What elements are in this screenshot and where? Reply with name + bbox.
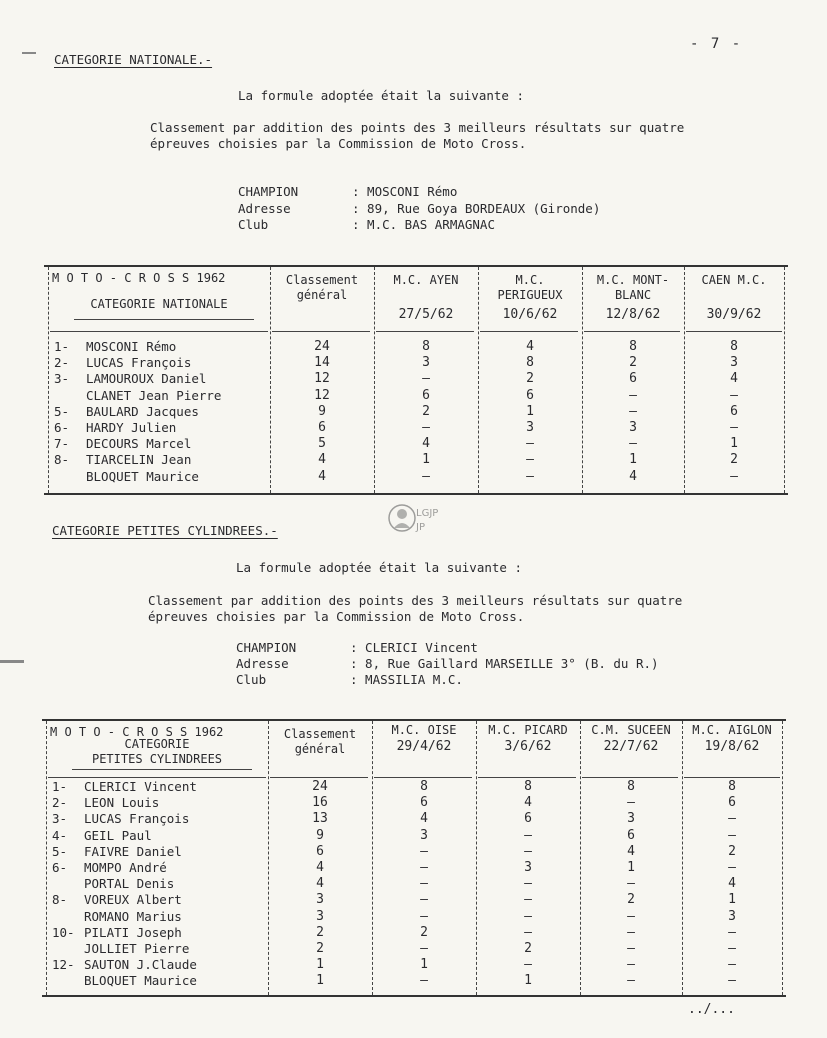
table-cell-points: 1 [422, 452, 430, 468]
table-cell-points: 8 [627, 779, 635, 794]
table-row-name: PILATI Joseph [84, 924, 182, 940]
table-row-rank: 1- [54, 339, 70, 354]
table-cell-points: 4 [730, 371, 738, 387]
address-label: Adresse [238, 201, 291, 216]
table-row-name: JOLLIET Pierre [84, 941, 190, 956]
table-cell-points: – [627, 876, 635, 892]
table-row-rank: 5- [52, 843, 68, 859]
table-header-event: M.C. OISE [391, 723, 457, 737]
table-cell-points: 2 [422, 403, 430, 419]
table-header-date: 12/8/62 [605, 307, 661, 322]
table-cell-points: 3 [526, 420, 534, 435]
club-label: Club [238, 217, 269, 232]
table-cell-points: – [627, 941, 635, 956]
table-cell-points: – [627, 924, 635, 940]
table-row-name: BAULARD Jacques [86, 403, 199, 419]
table-cell-points: 2 [728, 843, 736, 859]
table-row-name: PORTAL Denis [84, 876, 175, 892]
table-row-rank: 6- [52, 860, 68, 875]
table-row-name: CLANET Jean Pierre [86, 387, 222, 403]
table-cell-points: 6 [420, 795, 428, 811]
table-row-rank: 4- [52, 827, 68, 843]
table-row-name: MOMPO André [84, 860, 167, 875]
table-cell-points: – [422, 420, 430, 435]
champion-value: : CLERICI Vincent [350, 640, 478, 655]
table-header-rule [584, 331, 680, 332]
table-row-rank: 7- [54, 436, 70, 452]
table-cell-points: – [526, 468, 534, 484]
table-header-date: 22/7/62 [603, 739, 659, 754]
club-value: : MASSILIA M.C. [350, 672, 463, 687]
table-cell-points: – [730, 420, 738, 435]
table-cell-points: – [420, 941, 428, 956]
table-row-rank: 2- [54, 355, 70, 371]
table-header-event: C.M. SUCEEN [591, 723, 671, 737]
address-value: : 8, Rue Gaillard MARSEILLE 3° (B. du R.) [350, 656, 659, 671]
table-row-name: GEIL Paul [84, 827, 152, 843]
results-table-petites [42, 719, 786, 997]
table-cell-total: 12 [314, 371, 330, 387]
table-row-name: BLOQUET Maurice [86, 468, 199, 484]
table-row-rank: 8- [54, 452, 70, 468]
table-cell-points: 3 [524, 860, 532, 875]
table-header-date: 10/6/62 [502, 307, 558, 322]
table-title: M O T O - C R O S S 1962 [50, 725, 224, 739]
stamp-text: LGJP [416, 508, 439, 519]
table-cell-points: 4 [627, 843, 635, 859]
champion-value: : MOSCONI Rémo [352, 184, 458, 199]
table-header-event: M.C. AYEN [393, 273, 459, 287]
table-header-event: CAEN M.C. [701, 273, 767, 287]
table-row-name: FAIVRE Daniel [84, 843, 182, 859]
table-cell-points: – [524, 892, 532, 908]
table-cell-points: 6 [526, 387, 534, 403]
table-cell-points: – [627, 957, 635, 973]
table-cell-points: 6 [730, 403, 738, 419]
table-column-divider [682, 721, 683, 995]
table-cell-points: – [420, 908, 428, 924]
table-cell-total: 14 [314, 355, 330, 371]
table-column-divider [46, 721, 47, 995]
table-cell-points: 6 [524, 811, 532, 827]
formula-intro: La formule adoptée était la suivante : [236, 560, 522, 575]
table-title: M O T O - C R O S S 1962 [52, 271, 226, 285]
table-cell-points: 3 [420, 827, 428, 843]
address-label: Adresse [236, 656, 289, 671]
table-header-rule [374, 777, 472, 778]
table-cell-points: 1 [420, 957, 428, 973]
table-cell-points: – [728, 973, 736, 989]
table-row-name: LEON Louis [84, 795, 160, 811]
table-cell-total: 24 [314, 339, 330, 354]
table-row-rank: 6- [54, 420, 70, 435]
table-header-rule [376, 331, 474, 332]
table-cell-points: – [730, 387, 738, 403]
table-cell-points: – [629, 436, 637, 452]
table-cell-points: – [524, 908, 532, 924]
table-cell-total: 4 [316, 876, 324, 892]
table-row-rank: 10- [52, 924, 75, 940]
table-title-rule [72, 769, 252, 770]
table-row-name: CLERICI Vincent [84, 779, 197, 794]
table-cell-total: 4 [318, 468, 326, 484]
section-heading-petites: CATEGORIE PETITES CYLINDREES.- [52, 523, 278, 538]
table-header-rule [270, 777, 368, 778]
table-subtitle: CATEGORIE PETITES CYLINDREES [91, 737, 223, 766]
section-heading-nationale: CATEGORIE NATIONALE.- [54, 52, 213, 67]
table-header-date: 30/9/62 [706, 307, 762, 322]
table-cell-points: – [627, 973, 635, 989]
table-column-divider [374, 267, 375, 493]
table-cell-total: 4 [318, 452, 326, 468]
table-cell-points: 1 [526, 403, 534, 419]
table-cell-points: 6 [627, 827, 635, 843]
table-cell-points: 8 [728, 779, 736, 794]
table-cell-points: 8 [730, 339, 738, 354]
table-row-rank: 12- [52, 957, 75, 973]
table-cell-total: 4 [316, 860, 324, 875]
table-cell-points: 8 [629, 339, 637, 354]
table-column-divider [782, 721, 783, 995]
table-row-name: ROMANO Marius [84, 908, 182, 924]
club-label: Club [236, 672, 267, 687]
table-cell-points: 8 [420, 779, 428, 794]
table-cell-total: 24 [312, 779, 328, 794]
table-cell-points: – [728, 941, 736, 956]
table-header-event: M.C. AIGLON [692, 723, 772, 737]
table-cell-points: – [524, 924, 532, 940]
table-cell-points: 2 [420, 924, 428, 940]
table-cell-total: 6 [318, 420, 326, 435]
table-cell-points: 2 [627, 892, 635, 908]
table-cell-points: – [627, 908, 635, 924]
table-cell-points: 4 [422, 436, 430, 452]
table-column-divider [48, 267, 49, 493]
table-cell-points: – [730, 468, 738, 484]
table-cell-points: 1 [629, 452, 637, 468]
table-row-rank: 2- [52, 795, 68, 811]
continuation-mark: ../... [688, 1002, 735, 1017]
table-cell-total: 1 [316, 957, 324, 973]
table-cell-points: 3 [422, 355, 430, 371]
table-row-name: LUCAS François [86, 355, 192, 371]
table-cell-points: 3 [629, 420, 637, 435]
table-header-classement: Classement général [283, 727, 357, 756]
table-header-event: M.C. PERIGUEUX [497, 273, 563, 302]
table-row-name: LAMOUROUX Daniel [86, 371, 207, 387]
table-cell-points: 2 [524, 941, 532, 956]
table-header-rule [480, 331, 578, 332]
table-header-rule [582, 777, 678, 778]
table-cell-points: 6 [728, 795, 736, 811]
table-cell-points: – [627, 795, 635, 811]
table-column-divider [580, 721, 581, 995]
table-column-divider [268, 721, 269, 995]
table-row-rank: 1- [52, 779, 68, 794]
table-row-rank: 3- [54, 371, 70, 387]
table-cell-total: 9 [318, 403, 326, 419]
table-cell-points: – [728, 957, 736, 973]
formula-line: Classement par addition des points des 3 meilleurs résultats sur quatre [148, 593, 683, 608]
table-cell-points: – [629, 403, 637, 419]
table-header-rule [48, 777, 266, 778]
table-cell-points: – [420, 843, 428, 859]
table-cell-points: – [524, 843, 532, 859]
table-row-name: MOSCONI Rémo [86, 339, 177, 354]
table-header-event: M.C. MONT- BLANC [596, 273, 670, 302]
table-cell-points: 4 [629, 468, 637, 484]
table-header-rule [50, 331, 268, 332]
table-column-divider [372, 721, 373, 995]
table-cell-points: 4 [526, 339, 534, 354]
table-header-rule [686, 331, 782, 332]
formula-line: épreuves choisies par la Commission de Moto Cross. [148, 609, 525, 624]
table-cell-points: – [728, 811, 736, 827]
table-cell-points: 3 [627, 811, 635, 827]
table-cell-points: 1 [524, 973, 532, 989]
address-value: : 89, Rue Goya BORDEAUX (Gironde) [352, 201, 601, 216]
table-cell-points: 1 [730, 436, 738, 452]
club-value: : M.C. BAS ARMAGNAC [352, 217, 495, 232]
table-row-rank: 3- [52, 811, 68, 827]
table-cell-total: 6 [316, 843, 324, 859]
table-row-rank: 8- [52, 892, 68, 908]
table-cell-points: 4 [524, 795, 532, 811]
table-cell-total: 9 [316, 827, 324, 843]
table-cell-points: 3 [730, 355, 738, 371]
table-cell-points: – [420, 892, 428, 908]
table-row-name: SAUTON J.Claude [84, 957, 197, 973]
table-cell-points: 4 [728, 876, 736, 892]
table-row-name: DECOURS Marcel [86, 436, 192, 452]
table-cell-points: 1 [728, 892, 736, 908]
table-cell-points: – [526, 436, 534, 452]
table-cell-points: 1 [627, 860, 635, 875]
table-column-divider [684, 267, 685, 493]
table-header-date: 27/5/62 [398, 307, 454, 322]
table-cell-points: – [728, 860, 736, 875]
table-cell-total: 12 [314, 387, 330, 403]
champion-label: CHAMPION [236, 640, 297, 655]
table-header-rule [478, 777, 576, 778]
table-header-classement: Classement général [285, 273, 359, 302]
table-row-name: HARDY Julien [86, 420, 177, 435]
table-cell-points: 2 [629, 355, 637, 371]
table-column-divider [784, 267, 785, 493]
table-cell-points: 3 [728, 908, 736, 924]
table-cell-points: – [420, 860, 428, 875]
table-cell-points: 8 [526, 355, 534, 371]
table-cell-points: 8 [524, 779, 532, 794]
table-cell-points: 6 [422, 387, 430, 403]
page-number: - 7 - [690, 36, 743, 52]
table-cell-points: 2 [730, 452, 738, 468]
table-header-date: 3/6/62 [504, 739, 552, 754]
table-header-rule [272, 331, 370, 332]
formula-line: épreuves choisies par la Commission de Moto Cross. [150, 136, 527, 151]
table-row-rank: 5- [54, 403, 70, 419]
table-cell-points: – [526, 452, 534, 468]
table-cell-points: 2 [526, 371, 534, 387]
table-cell-total: 16 [312, 795, 328, 811]
table-cell-points: 8 [422, 339, 430, 354]
table-cell-points: 4 [420, 811, 428, 827]
table-row-name: TIARCELIN Jean [86, 452, 192, 468]
champion-label: CHAMPION [238, 184, 299, 199]
table-column-divider [476, 721, 477, 995]
table-cell-total: 1 [316, 973, 324, 989]
paper-mark [0, 660, 24, 663]
table-cell-points: – [420, 973, 428, 989]
table-cell-points: – [422, 468, 430, 484]
table-cell-points: – [728, 924, 736, 940]
results-table-nationale [44, 265, 788, 495]
formula-intro: La formule adoptée était la suivante : [238, 88, 524, 103]
table-cell-total: 3 [316, 908, 324, 924]
paper-mark [22, 52, 36, 54]
table-cell-points: 6 [629, 371, 637, 387]
table-cell-total: 13 [312, 811, 328, 827]
table-row-name: LUCAS François [84, 811, 190, 827]
table-header-date: 29/4/62 [396, 739, 452, 754]
table-cell-points: – [422, 371, 430, 387]
table-header-date: 19/8/62 [704, 739, 760, 754]
table-cell-total: 2 [316, 924, 324, 940]
table-cell-points: – [420, 876, 428, 892]
table-cell-total: 5 [318, 436, 326, 452]
formula-line: Classement par addition des points des 3 meilleurs résultats sur quatre [150, 120, 685, 135]
table-header-event: M.C. PICARD [488, 723, 568, 737]
table-subtitle: CATEGORIE NATIONALE [90, 297, 228, 311]
stamp-logo [386, 500, 439, 536]
table-row-name: VOREUX Albert [84, 892, 182, 908]
table-cell-total: 3 [316, 892, 324, 908]
table-cell-points: – [629, 387, 637, 403]
table-cell-points: – [728, 827, 736, 843]
table-header-rule [684, 777, 780, 778]
table-cell-points: – [524, 876, 532, 892]
table-title-rule [74, 319, 254, 320]
table-row-name: BLOQUET Maurice [84, 973, 197, 989]
table-cell-total: 2 [316, 941, 324, 956]
table-cell-points: – [524, 827, 532, 843]
table-cell-points: – [524, 957, 532, 973]
svg-text:JP: JP [416, 522, 425, 533]
